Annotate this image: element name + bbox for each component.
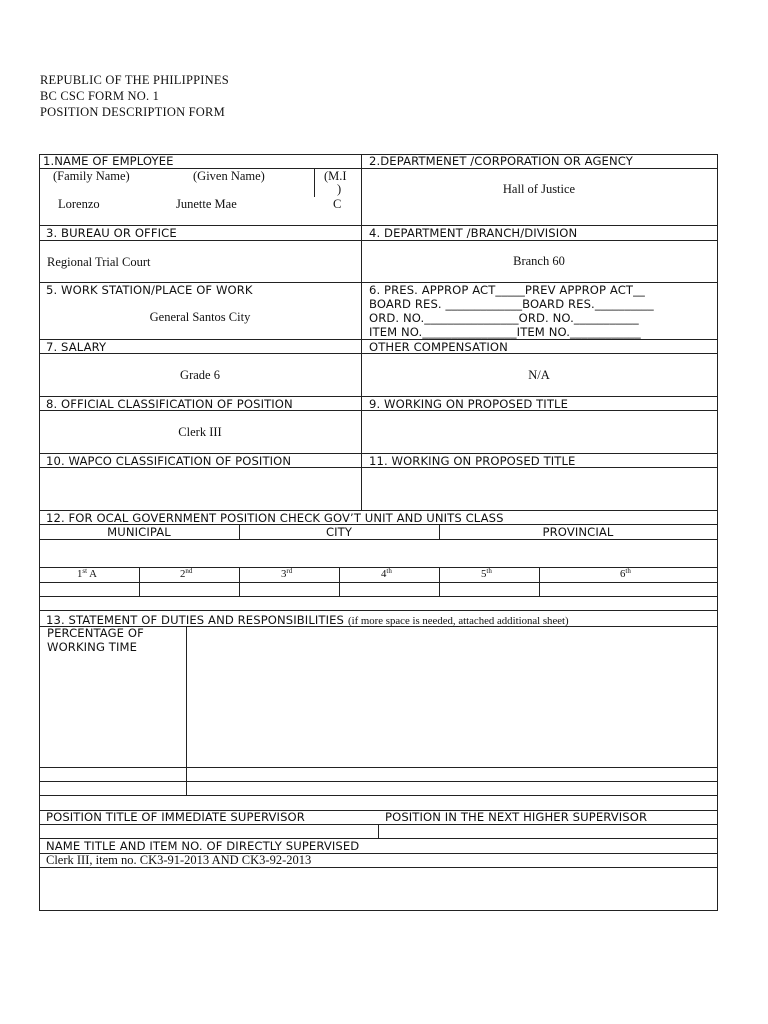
- higher-supervisor-label: POSITION IN THE NEXT HIGHER SUPERVISOR: [385, 810, 648, 824]
- middle-initial-value: C: [333, 197, 342, 211]
- directly-supervised-label: NAME TITLE AND ITEM NO. OF DIRECTLY SUPERVISED: [46, 839, 360, 853]
- division-label: 4. DEPARTMENT /BRANCH/DIVISION: [369, 226, 578, 240]
- class-1st: 1st A: [77, 567, 97, 580]
- class-4th: 4th: [381, 567, 392, 580]
- official-classification-value: Clerk III: [178, 425, 222, 439]
- directly-supervised-value: Clerk III, item no. CK3-91-2013 AND CK3-92-2013: [46, 853, 312, 867]
- salary-value: Grade 6: [180, 368, 220, 382]
- approp-line-4: ITEM NO.________________ITEM NO.____________: [369, 325, 641, 339]
- immediate-supervisor-label: POSITION TITLE OF IMMEDIATE SUPERVISOR: [46, 810, 305, 824]
- republic-heading: REPUBLIC OF THE PHILIPPINES: [40, 73, 229, 87]
- family-name-caption: (Family Name): [53, 169, 130, 183]
- bureau-label: 3. BUREAU OR OFFICE: [46, 226, 177, 240]
- percentage-label-1: PERCENTAGE OF: [47, 626, 144, 640]
- work-station-value: General Santos City: [149, 310, 251, 324]
- class-2nd: 2nd: [180, 567, 193, 580]
- class-6th: 6th: [620, 567, 631, 580]
- given-name-caption: (Given Name): [193, 169, 265, 183]
- salary-label: 7. SALARY: [46, 340, 107, 354]
- class-3rd: 3rd: [281, 567, 293, 580]
- work-station-label: 5. WORK STATION/PLACE OF WORK: [46, 283, 253, 297]
- proposed-title-9-label: 9. WORKING ON PROPOSED TITLE: [369, 397, 568, 411]
- employee-name-label: 1.NAME OF EMPLOYEE: [43, 154, 174, 168]
- division-value: Branch 60: [513, 254, 565, 268]
- unit-provincial: PROVINCIAL: [542, 525, 614, 539]
- family-name-value: Lorenzo: [58, 197, 100, 211]
- given-name-value: Junette Mae: [176, 197, 237, 211]
- approp-line-1: 6. PRES. APPROP ACT_____PREV APPROP ACT__: [369, 283, 645, 297]
- department-value: Hall of Justice: [502, 182, 576, 196]
- unit-city: CITY: [325, 525, 353, 539]
- wapco-label: 10. WAPCO CLASSIFICATION OF POSITION: [46, 454, 292, 468]
- unit-municipal: MUNICIPAL: [107, 525, 171, 539]
- middle-initial-caption: (M.I: [324, 169, 347, 183]
- middle-initial-caption-close: ): [337, 182, 342, 196]
- bureau-value: Regional Trial Court: [47, 255, 151, 269]
- form-number: BC CSC FORM NO. 1: [40, 89, 160, 103]
- proposed-title-11-label: 11. WORKING ON PROPOSED TITLE: [369, 454, 576, 468]
- approp-line-3: ORD. NO.________________ORD. NO.___________: [369, 311, 639, 325]
- other-compensation-label: OTHER COMPENSATION: [369, 340, 508, 354]
- form-title: POSITION DESCRIPTION FORM: [40, 105, 225, 119]
- duties-note: (if more space is needed, attached additional sheet): [348, 615, 569, 627]
- duties-label: 13. STATEMENT OF DUTIES AND RESPONSIBILITIES: [46, 613, 344, 627]
- department-label: 2.DEPARTMENET /CORPORATION OR AGENCY: [369, 154, 633, 168]
- class-5th: 5th: [481, 567, 492, 580]
- local-government-label: 12. FOR OCAL GOVERNMENT POSITION CHECK GOV’T UNIT AND UNITS CLASS: [46, 511, 504, 525]
- approp-line-2: BOARD RES. _____________BOARD RES.__________: [369, 297, 654, 311]
- percentage-label-2: WORKING TIME: [47, 640, 138, 654]
- official-classification-label: 8. OFFICIAL CLASSIFICATION OF POSITION: [46, 397, 293, 411]
- other-compensation-value: N/A: [528, 368, 550, 382]
